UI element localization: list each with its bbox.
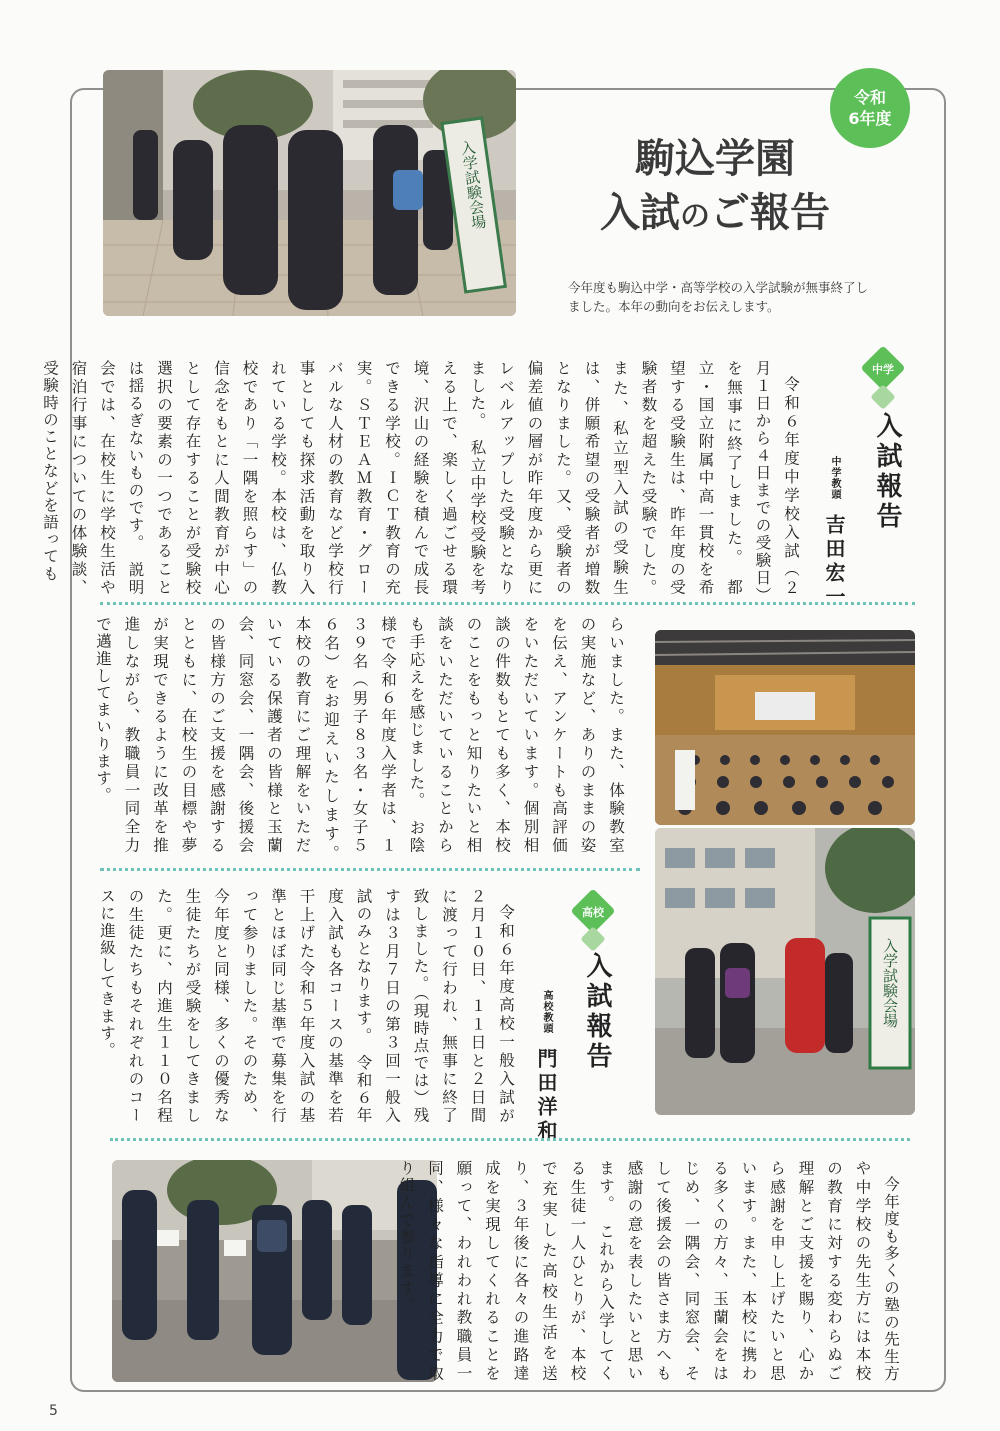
junior-tag-label: 中学 — [872, 363, 894, 376]
photo-exam-hall — [655, 630, 915, 825]
junior-author — [820, 456, 849, 610]
title-line1: 駒込学園 — [635, 136, 795, 182]
sign-text-2: 入学試験会場 — [881, 938, 899, 1028]
photo-senior-entrance — [655, 828, 915, 1115]
senior-author — [532, 990, 561, 1144]
junior-body-col1: 令和６年度中学校入試（２月１日から４日までの受験日）を無事に終了しました。 都立・国立附属中高一貫校を希望する受験生は、昨年度の受験者数を超えた受験でした。また、私立型入試の受験生は、併願希望の受験者が増数となりました。又、受験者の偏差値の層が昨年度から更にレベルアップした受験となりました。 私立中学校受験を考える上で、楽しく過ごせる環境、沢山の経験を積んで成長できる学校。ＩＣＴ教育の充実。ＳＴＥＡＭ教育・グローバルな人材の教育など学校行事としても探求活動を取り入れている学校。本校は、仏教校であり「一隅を照らす」の信念をもとに人間教育が中心として存在することが受験校選択の要素の一つであることは揺るぎないものです。 説明会では、在校生に学校生活や宿泊行事についての体験談、受験時のことなどを語っても — [41, 360, 800, 596]
lead-text: 今年度も駒込中学・高等学校の入学試験が無事終了しました。本年の動向をお伝えします。 — [568, 280, 869, 314]
photo-students-teachers — [112, 1160, 437, 1382]
sign-text-1: 入学試験会場 — [457, 139, 489, 231]
senior-tag-label: 高校 — [582, 906, 604, 919]
badge-line2: 6年度 — [848, 109, 892, 128]
photo-entrance — [103, 70, 516, 316]
title-line2 — [560, 186, 870, 244]
title-part-b: の — [680, 199, 710, 234]
senior-author-role: 高校教頭 — [541, 990, 552, 1034]
badge-line1: 令和 — [853, 88, 886, 107]
divider-3 — [110, 1138, 910, 1141]
page-title — [560, 132, 870, 244]
divider-2 — [100, 868, 640, 871]
title-part-a: 入試 — [600, 190, 680, 236]
senior-author-name: 門田洋和 — [534, 1047, 558, 1144]
junior-section-title: 入試報告 — [872, 412, 902, 532]
senior-body-col2: 今年度も多くの塾の先生方や中学校の先生方には本校の教育に対する変わらぬご理解とご支援を賜り、心から感謝を申し上げたいと思います。また、本校に携わる多くの方々、玉蘭会をはじめ、一隅会、同窓会、そして後援会の皆さま方へも感謝の意を表したいと思います。 これから入学してくる生徒一人ひとりが、本校で充実した高校生活を送り、３年後に各々の進路達成を実現してくれることを願って、われわれ教職員一同、様々な指導に全力で取り組んで参ります。 — [397, 1160, 900, 1382]
senior-body-col1: 令和６年度高校一般入試が２月１０日、１１日と２日間に渡って行われ、無事に終了致しました。（現時点では）残すは３月７日の第３回一般入試のみとなります。 令和６年度入試も各コースの基準を若干上げた令和５年度入試の基準とほぼ同じ基準で募集を行って参りました。そのため、今年度と同様、多くの優秀な生徒たちが受験をしてきました。更に、内進生１１０名程の生徒たちもそれぞれのコースに進級してきます。 — [98, 888, 515, 1124]
junior-author-name: 吉田宏一 — [822, 513, 846, 610]
junior-body-col2: らいました。また、体験教室の実施など、ありのままの姿を伝え、アンケートも高評価をいただいています。個別相談の件数もとても多く、本校のことをもっと知りたいと相談をいただいていることからも手応えを感じました。 お陰様で令和６年度入学者は、１３９名（男子８３名・女子５６名）をお迎えいたします。 本校の教育にご理解をいただいている保護者の皆様と玉蘭会、同窓会、一隅会、後援会の皆様方のご支援を感謝するとともに、在校生の目標や夢が実現できるように改革を推進しながら、教職員一同全力で邁進してまいります。 — [94, 616, 625, 872]
senior-section-title: 入試報告 — [582, 952, 612, 1072]
title-part-c: ご報告 — [710, 190, 830, 236]
page-number: 5 — [49, 1403, 58, 1419]
divider-1 — [100, 602, 915, 605]
junior-author-role: 中学教頭 — [829, 456, 840, 500]
